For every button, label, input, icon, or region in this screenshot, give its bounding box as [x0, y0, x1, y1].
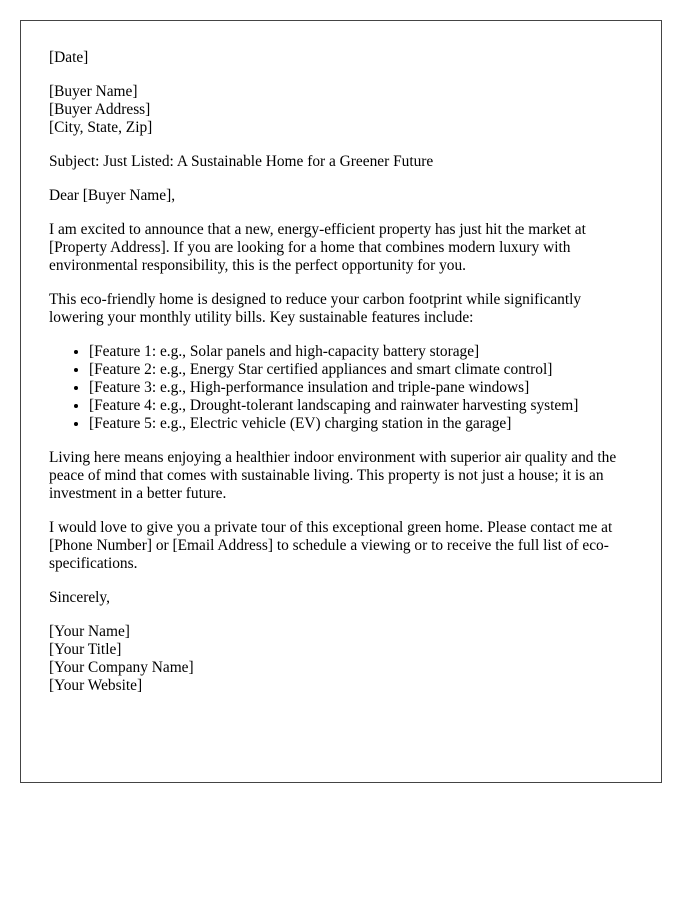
signature-name: [Your Name]	[49, 623, 130, 640]
feature-item: • [Feature 5: e.g., Electric vehicle (EV) charging station in the garage]	[89, 415, 633, 433]
letter-page	[20, 20, 662, 783]
call-to-action-paragraph: I would love to give you a private tour of this exceptional green home. Please contact me at [Phone Number] or [Email Address] to schedule a viewing or to receive the full list of eco-specifications.	[49, 519, 613, 572]
recipient-city-state-zip: [City, State, Zip]	[49, 119, 153, 136]
recipient-name: [Buyer Name]	[49, 83, 138, 100]
feature-item: • [Feature 4: e.g., Drought-tolerant landscaping and rainwater harvesting system]	[89, 397, 633, 415]
signature-company: [Your Company Name]	[49, 659, 194, 676]
benefits-paragraph: Living here means enjoying a healthier indoor environment with superior air quality and the peace of mind that comes with sustainable living. This property is not just a house; it is an investment in a better future.	[49, 449, 617, 502]
subject-line: Subject: Just Listed: A Sustainable Home for a Greener Future	[49, 153, 434, 170]
signature-title: [Your Title]	[49, 641, 122, 658]
features-intro-paragraph: This eco-friendly home is designed to reduce your carbon footprint while significantly lowering your monthly utility bills. Key sustainable features include:	[49, 291, 582, 326]
intro-paragraph: I am excited to announce that a new, energy-efficient property has just hit the market at [Property Address]. If you are looking for a home that combines modern luxury with environmental responsibility, this is the perfect opportunity for you.	[49, 221, 586, 274]
features-list	[49, 343, 633, 433]
feature-item: • [Feature 3: e.g., High-performance insulation and triple-pane windows]	[89, 379, 633, 397]
signature-block	[49, 623, 633, 695]
feature-item: • [Feature 2: e.g., Energy Star certified appliances and smart climate control]	[89, 361, 633, 379]
date: [Date]	[49, 49, 89, 66]
recipient-address: [Buyer Address]	[49, 101, 151, 118]
closing: Sincerely,	[49, 589, 110, 606]
salutation: Dear [Buyer Name],	[49, 187, 176, 204]
recipient-block	[49, 83, 633, 137]
signature-website: [Your Website]	[49, 677, 143, 694]
feature-item: • [Feature 1: e.g., Solar panels and high-capacity battery storage]	[89, 343, 633, 361]
